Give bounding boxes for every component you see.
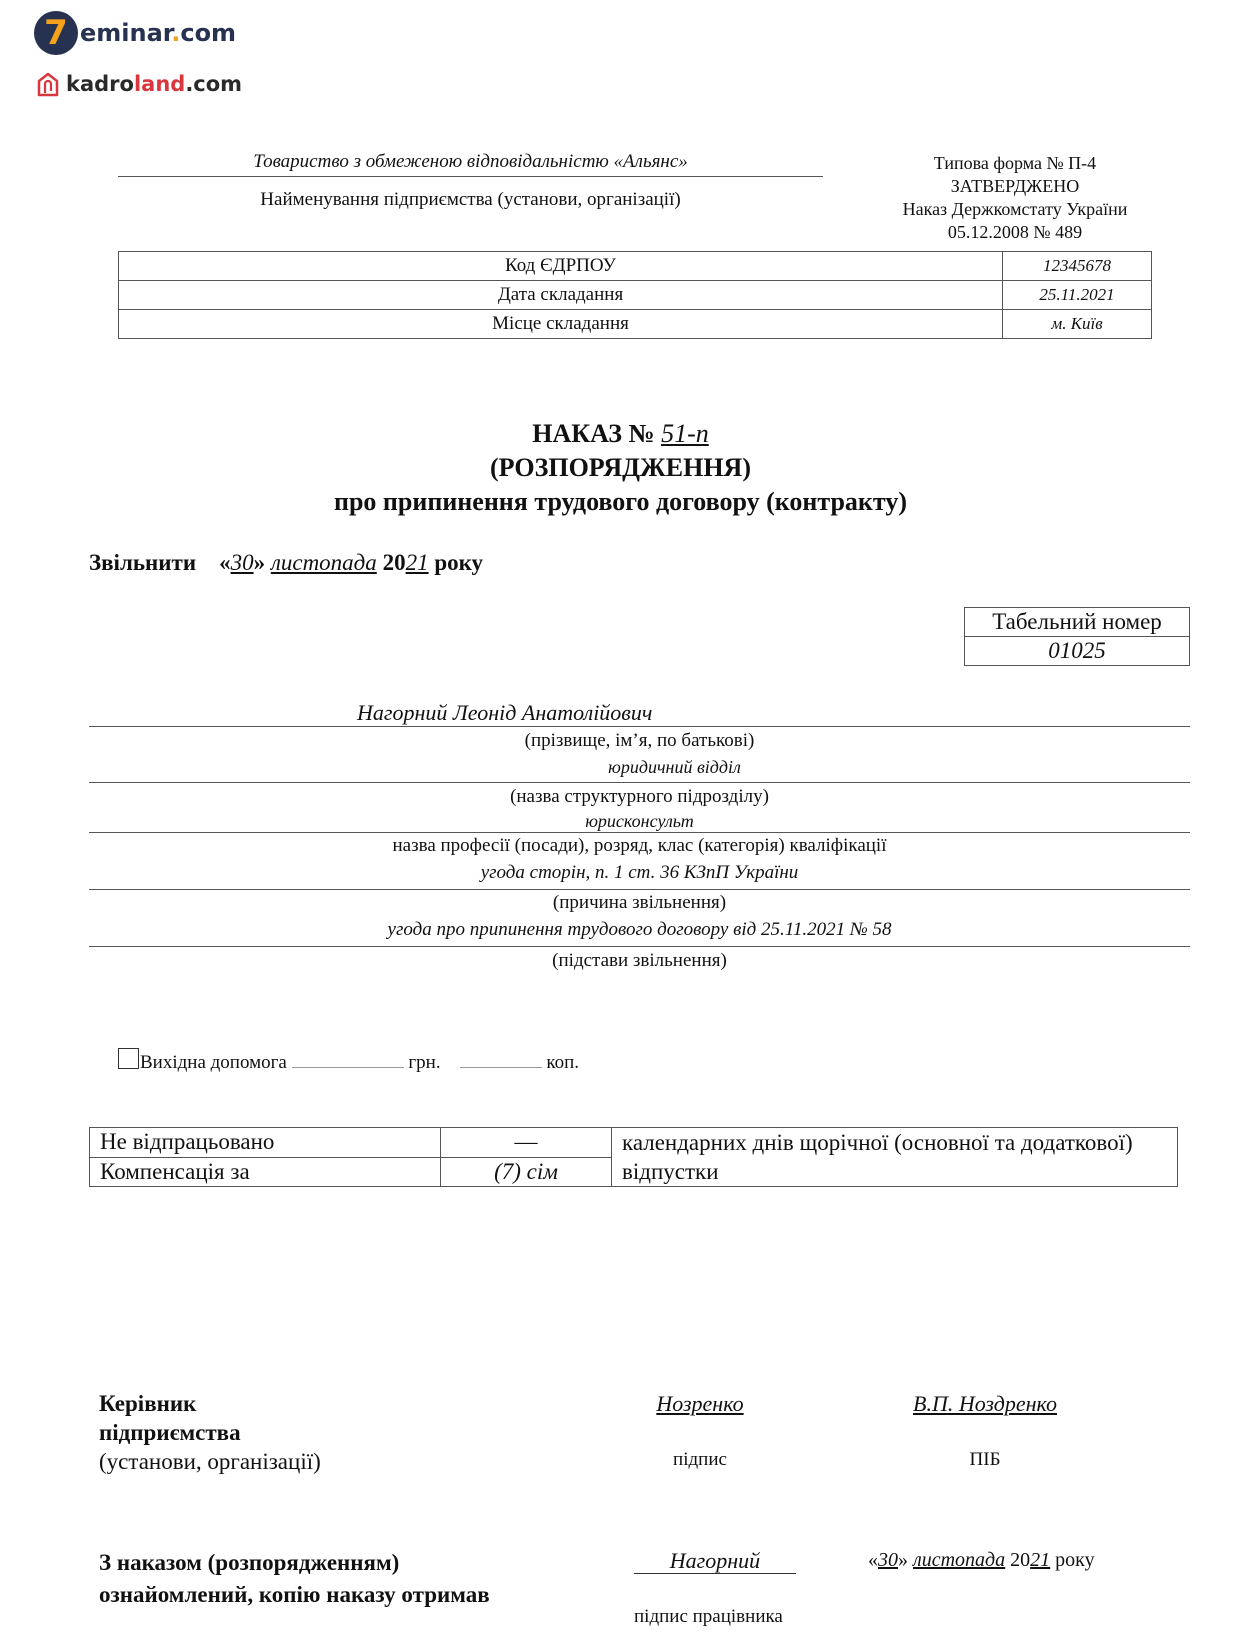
- dismiss-year: 21: [405, 550, 429, 575]
- position-caption: назва професії (посади), розряд, клас (категорія) кваліфікації: [392, 835, 887, 856]
- table-row: [90, 1128, 1178, 1158]
- table-row: [119, 310, 1152, 339]
- seminar-logo-icon: 7: [34, 11, 78, 55]
- dismissal-reason: угода сторін, п. 1 ст. 36 КЗпП України: [480, 862, 799, 883]
- head-name-caption: ПІБ: [969, 1449, 1001, 1470]
- codes-table: [118, 251, 1152, 339]
- compensation-table: [89, 1127, 1178, 1187]
- place-value: м. Київ: [1003, 310, 1152, 339]
- date-label: Дата складання: [119, 281, 1003, 310]
- kop-label: коп.: [546, 1052, 580, 1073]
- compensation-days: (7) сім: [441, 1157, 612, 1187]
- tab-number-value: 01025: [965, 637, 1190, 666]
- kadroland-logo-text: kadroland.com: [66, 72, 243, 96]
- company-name-underline: [118, 176, 823, 177]
- vacation-description: календарних днів щорічної (основної та додаткової) відпустки: [612, 1128, 1178, 1187]
- title-line-subject: про припинення трудового договору (контракту): [333, 487, 907, 516]
- place-label: Місце складання: [119, 310, 1003, 339]
- employee-name: Нагорний Леонід Анатолійович: [357, 700, 653, 725]
- uah-label: грн.: [408, 1052, 441, 1073]
- company-name-caption: Найменування підприємства (установи, організації): [260, 189, 681, 210]
- severance-label: Вихідна допомога: [140, 1052, 287, 1073]
- kadroland-logo: [36, 68, 242, 100]
- acknowledgement-date: «30» листопада 2021 року: [868, 1549, 1095, 1571]
- not-worked-value: —: [441, 1128, 612, 1158]
- severance-checkbox[interactable]: [118, 1048, 139, 1069]
- house-icon: [36, 71, 60, 97]
- table-row: [119, 281, 1152, 310]
- approved-label: ЗАТВЕРДЖЕНО: [950, 176, 1080, 196]
- compensation-label: Компенсація за: [90, 1157, 441, 1187]
- edrpou-label: Код ЄДРПОУ: [119, 252, 1003, 281]
- severance-kop-field[interactable]: [460, 1049, 542, 1068]
- head-signature: Нозренко: [656, 1391, 744, 1416]
- employee-name-caption: (прізвище, ім’я, по батькові): [524, 730, 755, 751]
- employee-position: юрисконсульт: [585, 811, 694, 831]
- reason-underline: [89, 889, 1190, 890]
- dismiss-line: Звільнити «30» листопада 2021 року: [89, 550, 484, 575]
- seminar-logo: [34, 10, 236, 56]
- severance-uah-field[interactable]: [292, 1049, 404, 1068]
- basis-underline: [89, 946, 1190, 947]
- position-underline: [89, 832, 1190, 833]
- department-caption: (назва структурного підрозділу): [510, 786, 769, 807]
- form-info: [880, 152, 1150, 244]
- date-value: 25.11.2021: [1003, 281, 1152, 310]
- employee-department: юридичний відділ: [608, 757, 741, 777]
- order-number: 51-п: [661, 419, 709, 448]
- company-name: Товариство з обмеженою відповідальністю «Альянс»: [253, 151, 688, 172]
- dismiss-day: 30: [230, 550, 254, 575]
- tab-number-table: [964, 607, 1190, 666]
- form-number: Типова форма № П-4: [933, 153, 1097, 173]
- not-worked-label: Не відпрацьовано: [90, 1128, 441, 1158]
- reason-caption: (причина звільнення): [552, 892, 727, 913]
- employee-signature: Нагорний: [634, 1549, 796, 1574]
- acknowledgement-text: З наказом (розпорядженням) ознайомлений, копію наказу отримав: [99, 1550, 490, 1607]
- department-underline: [89, 782, 1190, 783]
- table-row: [119, 252, 1152, 281]
- head-signature-caption: підпис: [673, 1449, 727, 1470]
- seminar-logo-text: eminar.com: [80, 19, 237, 47]
- title-line-disposition: (РОЗПОРЯДЖЕННЯ): [490, 453, 751, 482]
- severance-line: [140, 1049, 579, 1074]
- dismissal-basis: угода про припинення трудового договору від 25.11.2021 № 58: [387, 919, 892, 940]
- employee-name-underline: [89, 726, 1190, 727]
- dismiss-label: Звільнити: [89, 550, 197, 575]
- edrpou-value: 12345678: [1003, 252, 1152, 281]
- document-title: [0, 417, 1241, 519]
- dismiss-month: листопада: [270, 550, 377, 575]
- head-name: В.П. Ноздренко: [913, 1391, 1057, 1416]
- tab-number-label: Табельний номер: [965, 608, 1190, 637]
- head-title: Керівник підприємства (установи, організації): [99, 1391, 321, 1474]
- approval-date: 05.12.2008 № 489: [947, 222, 1083, 242]
- title-line-order: НАКАЗ № 51-п: [532, 419, 709, 448]
- basis-caption: (підстави звільнення): [552, 950, 727, 971]
- employee-signature-caption: підпис працівника: [634, 1606, 783, 1627]
- approval-order: Наказ Держкомстату України: [902, 199, 1128, 219]
